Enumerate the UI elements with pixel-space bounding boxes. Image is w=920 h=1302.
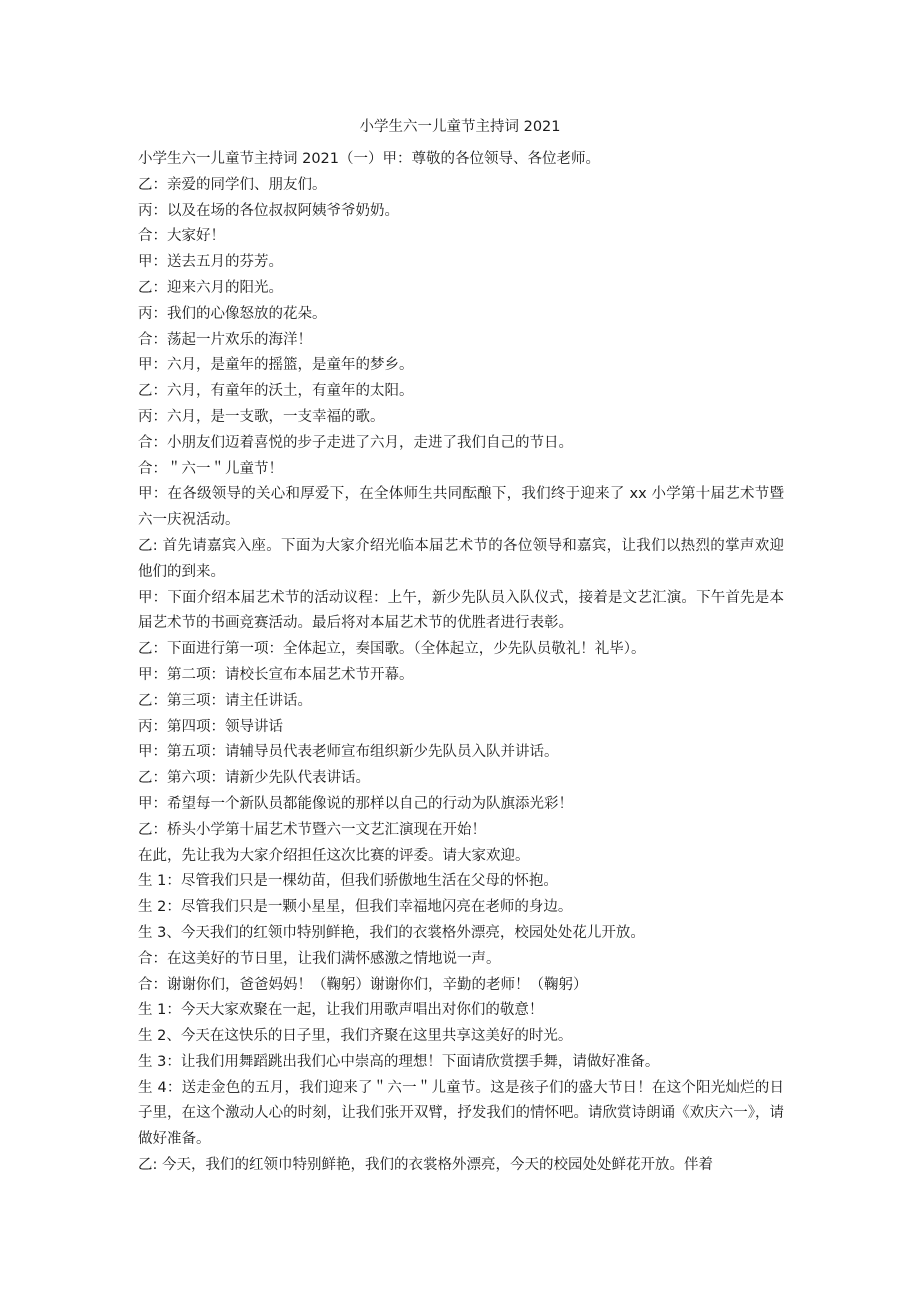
paragraph: 甲：希望每一个新队员都能像说的那样以自己的行动为队旗添光彩！ [138, 795, 573, 812]
paragraph: 丙：以及在场的各位叔叔阿姨爷爷奶奶。 [138, 202, 399, 219]
paragraph: 乙：亲爱的同学们、朋友们。 [138, 176, 327, 193]
paragraph: 生 1：今天大家欢聚在一起，让我们用歌声唱出对你们的敬意！ [138, 1002, 544, 1019]
paragraph: 生 2、今天在这快乐的日子里，我们齐聚在这里共享这美好的时光。 [138, 1028, 573, 1045]
paragraph: 乙: 首先请嘉宾入座。下面为大家介绍光临本届艺术节的各位领导和嘉宾，让我们以热烈的掌声欢迎他们的到来。 [138, 537, 784, 580]
document-body [138, 147, 784, 1179]
paragraph: 合：在这美好的节日里，让我们满怀感激之情地说一声。 [138, 950, 501, 967]
document-title: 小学生六一儿童节主持词 2021 [359, 119, 561, 135]
paragraph: 乙：第三项：请主任讲话。 [138, 692, 312, 709]
paragraph: 乙：迎来六月的阳光。 [138, 279, 283, 296]
paragraph: 合：大家好！ [138, 228, 225, 245]
paragraph: 生 3：让我们用舞蹈跳出我们心中崇高的理想！下面请欣赏摆手舞，请做好准备。 [138, 1053, 660, 1070]
paragraph: 乙：下面进行第一项：全体起立，奏国歌。（全体起立，少先队员敬礼！礼毕）。 [138, 641, 646, 658]
paragraph: 乙：第六项：请新少先队代表讲话。 [138, 770, 370, 787]
paragraph: 生 2：尽管我们只是一颗小星星，但我们幸福地闪亮在老师的身边。 [138, 899, 573, 916]
paragraph: 乙：桥头小学第十届艺术节暨六一文艺汇演现在开始！ [138, 821, 486, 838]
paragraph: 甲：六月，是童年的摇篮，是童年的梦乡。 [138, 357, 414, 374]
paragraph: 丙：我们的心像怒放的花朵。 [138, 305, 327, 322]
paragraph: 合：＂六一＂儿童节！ [138, 460, 283, 477]
paragraph: 合：荡起一片欢乐的海洋！ [138, 331, 312, 348]
paragraph: 甲：第五项：请辅导员代表老师宣布组织新少先队员入队并讲话。 [138, 744, 559, 761]
paragraph: 乙：六月，有童年的沃土，有童年的太阳。 [138, 383, 414, 400]
paragraph: 丙：第四项：领导讲话 [138, 718, 283, 735]
paragraph: 在此，先让我为大家介绍担任这次比赛的评委。请大家欢迎。 [138, 847, 530, 864]
paragraph: 生 1：尽管我们只是一棵幼苗，但我们骄傲地生活在父母的怀抱。 [138, 873, 558, 890]
paragraph: 生 4：送走金色的五月，我们迎来了＂六一＂儿童节。这是孩子们的盛大节日！在这个阳光灿烂的日子里，在这个激动人心的时刻，让我们张开双臂，抒发我们的情怀吧。请欣赏诗朗诵《欢庆六一》，请做好准备。 [138, 1079, 784, 1148]
paragraph: 丙：六月，是一支歌，一支幸福的歌。 [138, 408, 385, 425]
paragraph: 甲：下面介绍本届艺术节的活动议程：上午，新少先队员入队仪式，接着是文艺汇演。下午首先是本届艺术节的书画竞赛活动。最后将对本届艺术节的优胜者进行表彰。 [138, 589, 784, 632]
paragraph: 生 3、今天我们的红领巾特别鲜艳，我们的衣裳格外漂亮，校园处处花儿开放。 [138, 924, 645, 941]
paragraph: 甲：送去五月的芬芳。 [138, 254, 283, 271]
paragraph: 甲：在各级领导的关心和厚爱下，在全体师生共同酝酿下，我们终于迎来了 xx 小学第十届艺术节暨六一庆祝活动。 [138, 486, 784, 529]
paragraph: 合：谢谢你们，爸爸妈妈！（鞠躬）谢谢你们，辛勤的老师！（鞠躬） [138, 976, 588, 993]
paragraph: 小学生六一儿童节主持词 2021（一）甲：尊敬的各位领导、各位老师。 [138, 151, 601, 167]
paragraph: 乙: 今天，我们的红领巾特别鲜艳，我们的衣裳格外漂亮，今天的校园处处鲜花开放。伴着 [138, 1157, 713, 1174]
paragraph: 甲：第二项：请校长宣布本届艺术节开幕。 [138, 666, 414, 683]
paragraph: 合：小朋友们迈着喜悦的步子走进了六月，走进了我们自己的节日。 [138, 434, 573, 451]
